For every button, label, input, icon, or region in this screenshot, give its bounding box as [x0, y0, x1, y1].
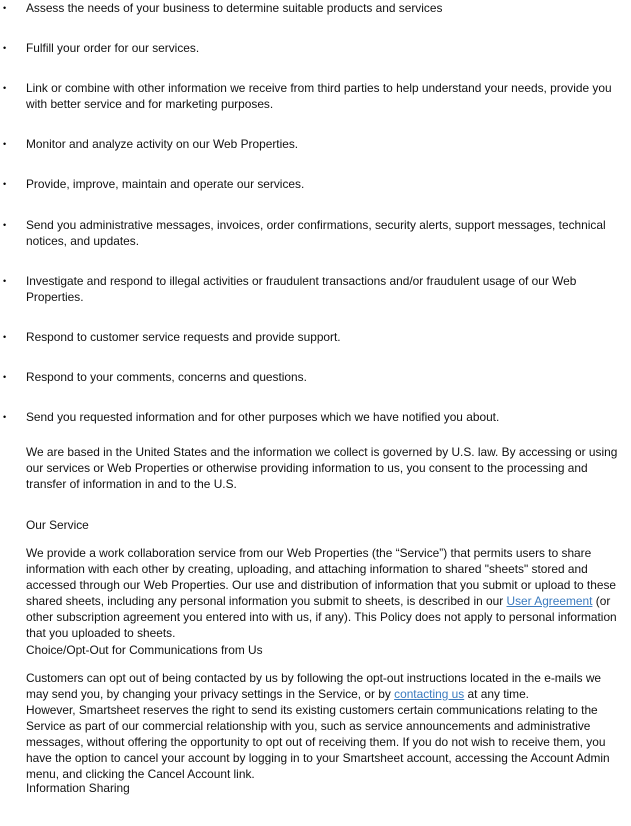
paragraph-line: However, Smartsheet reserves the right to send its existing customers certain communications relating to the — [26, 703, 598, 717]
list-item-text: Respond to your comments, concerns and questions. — [26, 370, 307, 384]
paragraph-line: transfer of information in and to the U.S. — [26, 477, 237, 491]
list-item-text: with better service and for marketing purposes. — [26, 97, 274, 111]
list-item-text: Link or combine with other information we receive from third parties to help understand your needs, provide you — [26, 81, 612, 95]
list-item-text: Respond to customer service requests and provide support. — [26, 330, 341, 344]
bullet-icon: • — [3, 3, 7, 13]
line-text: (or — [592, 594, 611, 608]
our-service-heading: Our Service — [26, 518, 89, 532]
paragraph-line: other subscription agreement you entered into with us, if any). This Policy does not apply to personal information — [26, 610, 617, 624]
line-text: may send you, by changing your privacy settings in the Service, or by — [26, 687, 395, 701]
bullet-icon: • — [3, 372, 7, 382]
information-sharing-heading: Information Sharing — [26, 781, 130, 795]
list-item-text: Provide, improve, maintain and operate our services. — [26, 177, 305, 191]
bullet-icon: • — [3, 276, 7, 286]
our-service-paragraph — [26, 545, 630, 641]
list-item-text: Assess the needs of your business to determine suitable products and services — [26, 1, 443, 15]
contacting-us-link[interactable]: contacting us — [394, 687, 465, 701]
bullet-icon: • — [3, 43, 7, 53]
bullet-icon: • — [3, 332, 7, 342]
list-item-text: Properties. — [26, 290, 84, 304]
paragraph-line: accessed through our Web Properties. Our use and distribution of information that you submit or upload to these — [26, 578, 617, 592]
list-item-text: notices, and updates. — [26, 234, 140, 248]
bullet-icon: • — [3, 139, 7, 149]
paragraph-line: We are based in the United States and the information we collect is governed by U.S. law. By accessing or using — [26, 445, 618, 459]
bullet-icon: • — [3, 179, 7, 189]
paragraph-line: Service as part of our commercial relationship with you, such as service announcements and administrative — [26, 719, 591, 733]
bullet-icon: • — [3, 83, 7, 93]
paragraph-line: have the option to cancel your account by logging in to your Smartsheet account, accessing the Account Admin — [26, 751, 610, 765]
bullet-icon: • — [3, 412, 7, 422]
line-text: at any time. — [464, 687, 529, 701]
list-item-text: Monitor and analyze activity on our Web Properties. — [26, 137, 299, 151]
us-law-paragraph — [26, 444, 630, 492]
choice-paragraph — [26, 670, 630, 782]
paragraph-line: Customers can opt out of being contacted by us by following the opt-out instructions located in the e-mails we — [26, 671, 602, 685]
list-item-text: Fulfill your order for our services. — [26, 41, 200, 55]
paragraph-line — [26, 593, 630, 609]
paragraph-line: information with each other by creating, uploading, and attaching information to shared "sheets" stored and — [26, 562, 588, 576]
paragraph-line: We provide a work collaboration service from our Web Properties (the “Service”) that permits users to share — [26, 546, 592, 560]
user-agreement-link[interactable]: User Agreement — [506, 594, 593, 608]
list-item-text: Send you requested information and for other purposes which we have notified you about. — [26, 410, 500, 424]
paragraph-line: our services or Web Properties or otherwise providing information to us, you consent to the processing and — [26, 461, 588, 475]
list-item-text: Investigate and respond to illegal activities or fraudulent transactions and/or fraudulent usage of our Web — [26, 274, 577, 288]
line-text: shared sheets, including any personal information you submit to sheets, is described in our — [26, 594, 507, 608]
choice-heading: Choice/Opt-Out for Communications from Us — [26, 643, 263, 657]
list-item-text: Send you administrative messages, invoices, order confirmations, security alerts, support messages, technical — [26, 218, 606, 232]
paragraph-line: messages, without offering the opportunity to opt out of receiving them. If you do not wish to receive them, you — [26, 735, 606, 749]
bullet-icon: • — [3, 220, 7, 230]
paragraph-line — [26, 686, 630, 702]
paragraph-line: menu, and clicking the Cancel Account link. — [26, 767, 255, 781]
paragraph-line: that you uploaded to sheets. — [26, 626, 176, 640]
